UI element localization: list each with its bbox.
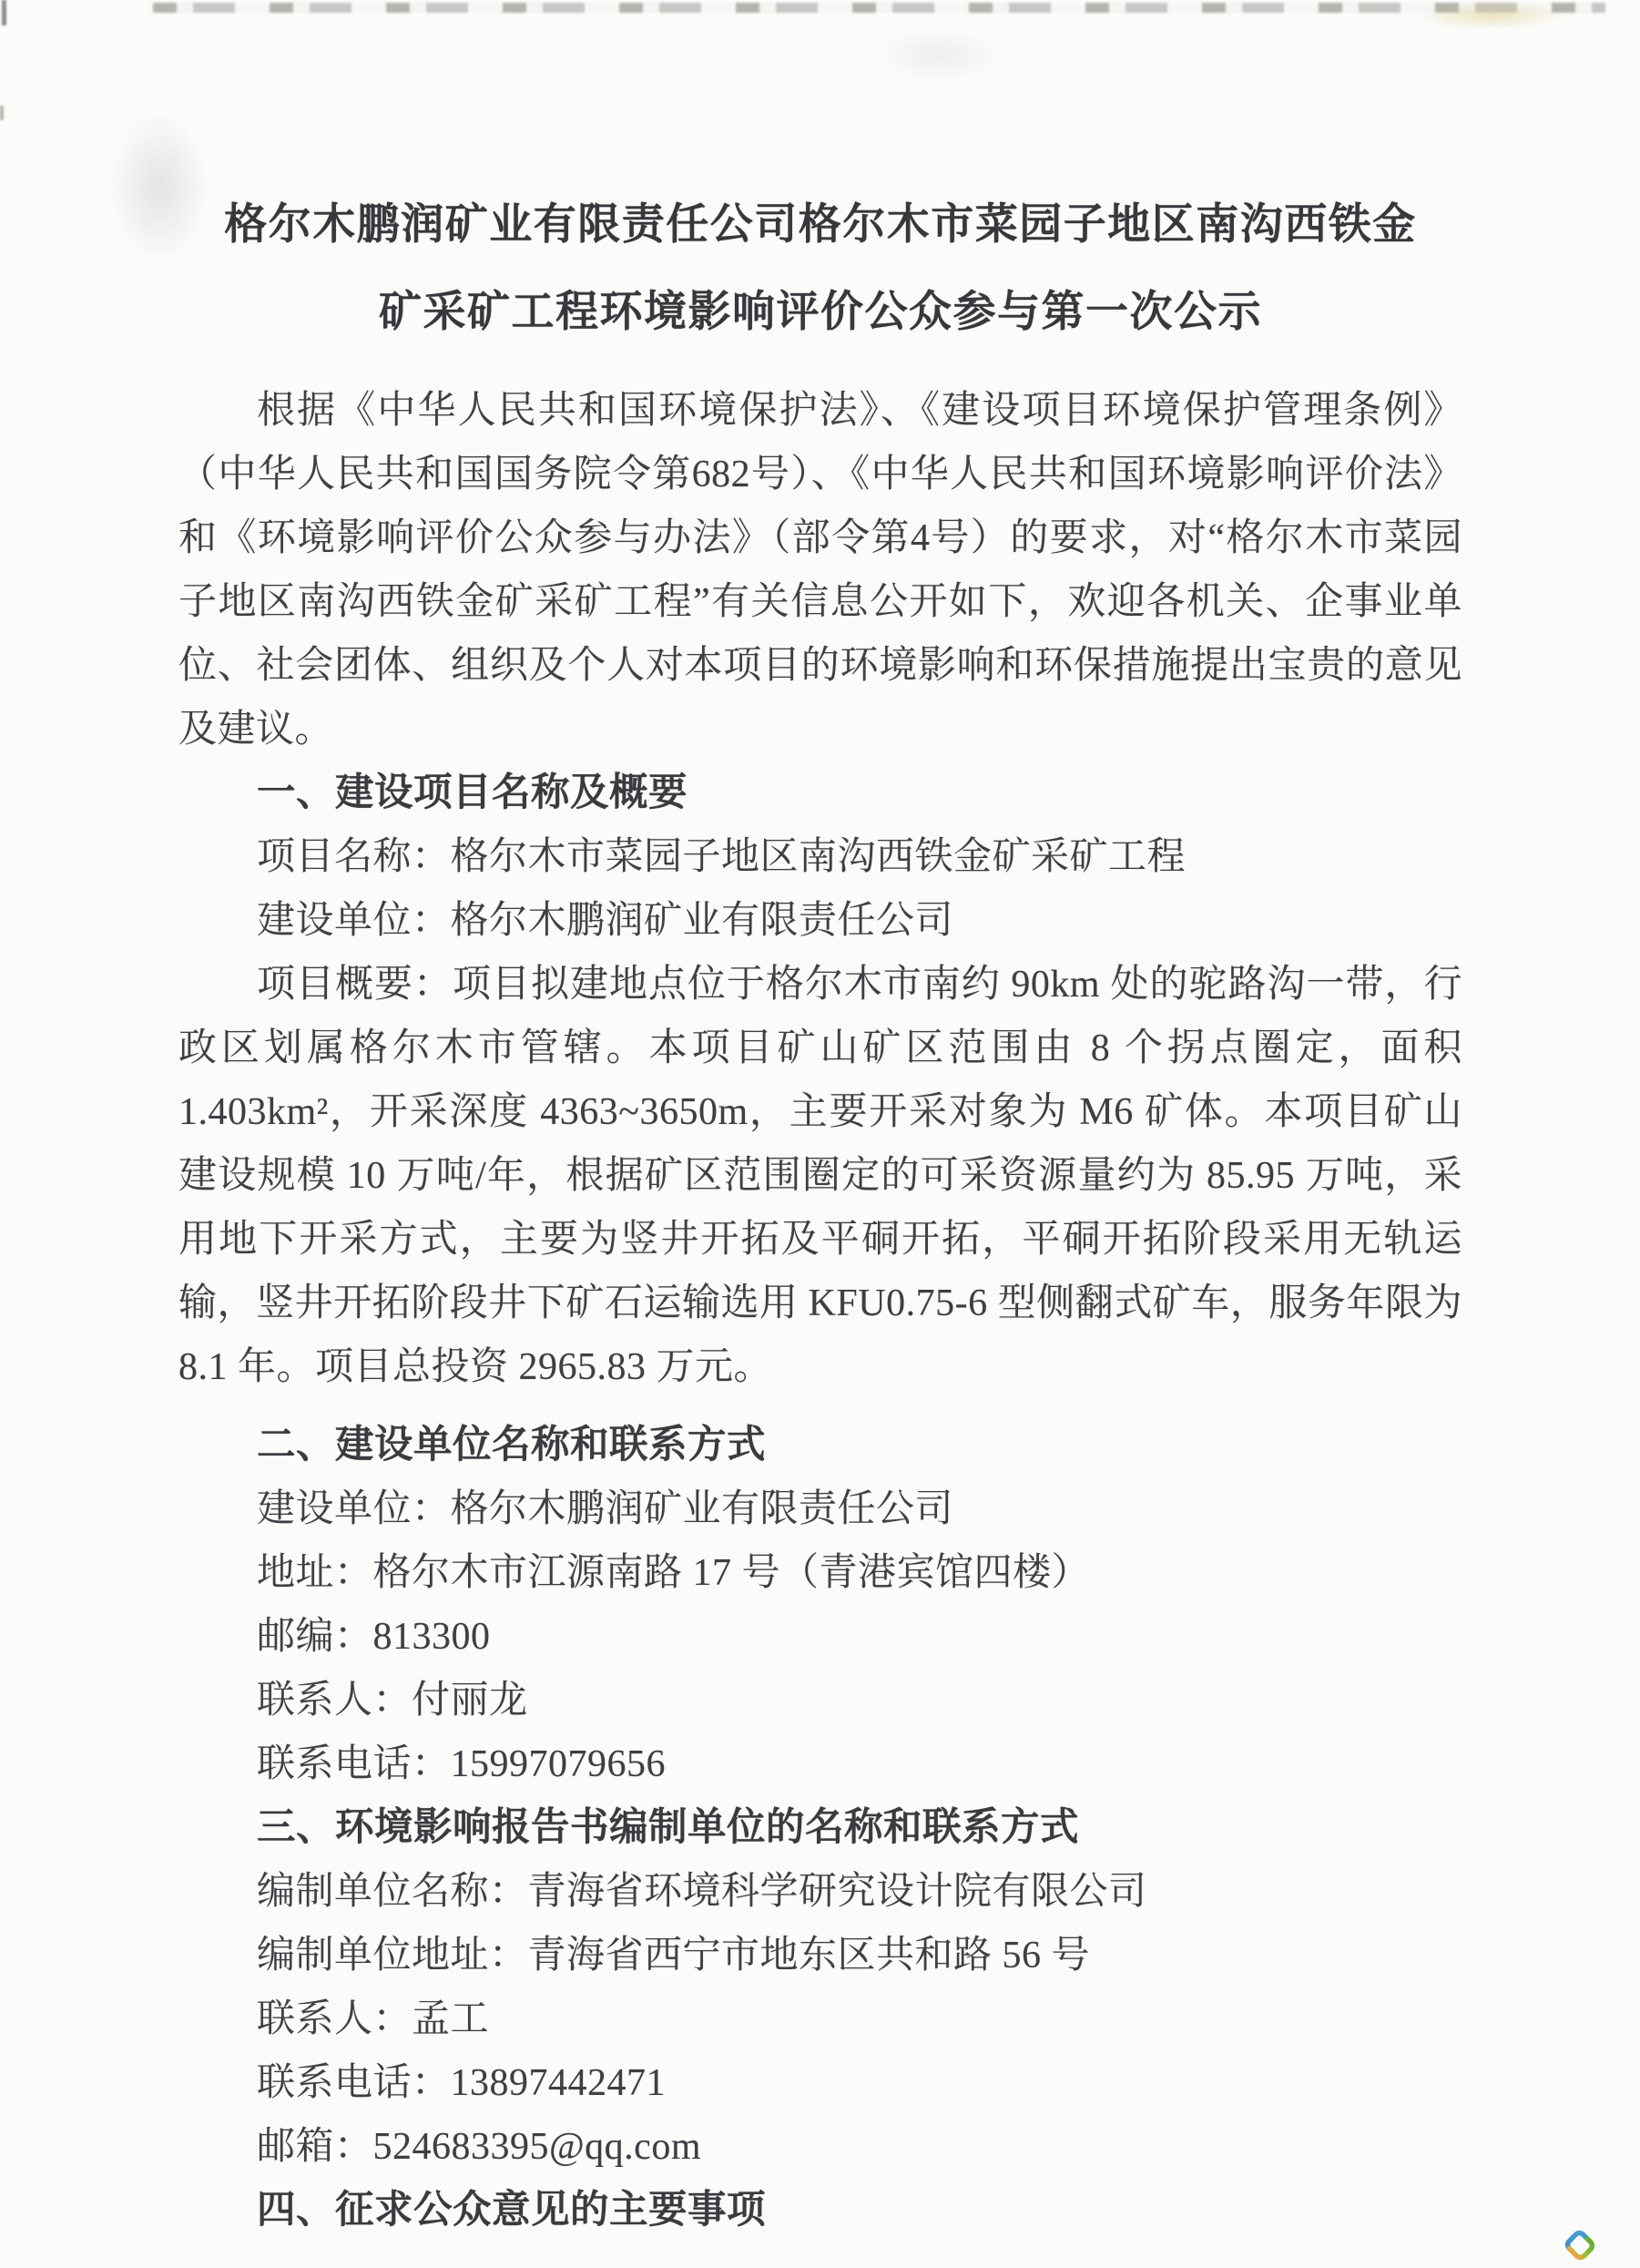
scan-noise-strip (153, 3, 1605, 13)
section-1-heading: 一、建设项目名称及概要 (257, 771, 688, 814)
scan-edge-mark (0, 106, 4, 120)
interlocking-swirl-logo-icon (1559, 2224, 1601, 2266)
document-title-line2: 矿采矿工程环境影响评价公众参与第一次公示 (379, 287, 1262, 335)
project-name-line: 项目名称：格尔木市菜园子地区南沟西铁金矿采矿工程 (257, 836, 1187, 878)
contact-phone-line: 联系电话：15997079656 (257, 1743, 667, 1785)
document-content (178, 180, 1462, 2242)
builder-line: 建设单位：格尔木鹏润矿业有限责任公司 (257, 1488, 954, 1530)
compiler-name-line: 编制单位名称：青海省环境科学研究设计院有限公司 (257, 1871, 1147, 1913)
project-overview-paragraph: 项目概要：项目拟建地点位于格尔木市南约 90km 处的驼路沟一带，行政区划属格尔木市管辖。本项目矿山矿区范围由 8 个拐点圈定，面积 1.403km²，开采深度 4363~3650m，主要开采对象为 M6 矿体。本项目矿山建设规模 10 万吨/年，根据矿区范围圈定的可采资源量约为 85.95 万吨，采用地下开采方式，主要为竖井开拓及平硐开拓，平硐开拓阶段采用无轨运输，竖井开拓阶段井下矿石运输选用 KFU0.75-6 型侧翻式矿车，服务年限为 8.1 年。项目总投资 2965.83 万元。 (178, 964, 1462, 1388)
document-body (178, 379, 1462, 2242)
address-line: 地址：格尔木市江源南路 17 号（青港宾馆四楼） (257, 1552, 1091, 1594)
email-line: 邮箱：524683395@qq.com (257, 2126, 701, 2168)
section-4-heading: 四、征求公众意见的主要事项 (257, 2189, 767, 2232)
document-title-line1: 格尔木鹏润矿业有限责任公司格尔木市菜园子地区南沟西铁金 (224, 199, 1417, 248)
contact-person-line: 联系人：孟工 (257, 1998, 490, 2040)
scan-smudge (874, 27, 1002, 82)
document-title (178, 180, 1462, 355)
compiler-address-line: 编制单位地址：青海省西宁市地东区共和路 56 号 (257, 1935, 1091, 1977)
builder-line: 建设单位：格尔木鹏润矿业有限责任公司 (257, 900, 954, 942)
scan-edge-mark (2, 0, 6, 26)
section-3-heading: 三、环境影响报告书编制单位的名称和联系方式 (257, 1806, 1080, 1849)
postcode-line: 邮编：813300 (257, 1616, 491, 1658)
scan-smudge (1416, 2, 1566, 29)
section-2-heading: 二、建设单位名称和联系方式 (257, 1424, 767, 1466)
intro-paragraph: 根据《中华人民共和国环境保护法》、《建设项目环境保护管理条例》（中华人民共和国国务院令第682号）、《中华人民共和国环境影响评价法》和《环境影响评价公众参与办法》（部令第4号）的要求，对“格尔木市菜园子地区南沟西铁金矿采矿工程”有关信息公开如下，欢迎各机关、企事业单位、社会团体、组织及个人对本项目的环境影响和环保措施提出宝贵的意见及建议。 (178, 390, 1462, 751)
contact-person-line: 联系人：付丽龙 (257, 1680, 528, 1721)
contact-phone-line: 联系电话：13897442471 (257, 2062, 667, 2104)
